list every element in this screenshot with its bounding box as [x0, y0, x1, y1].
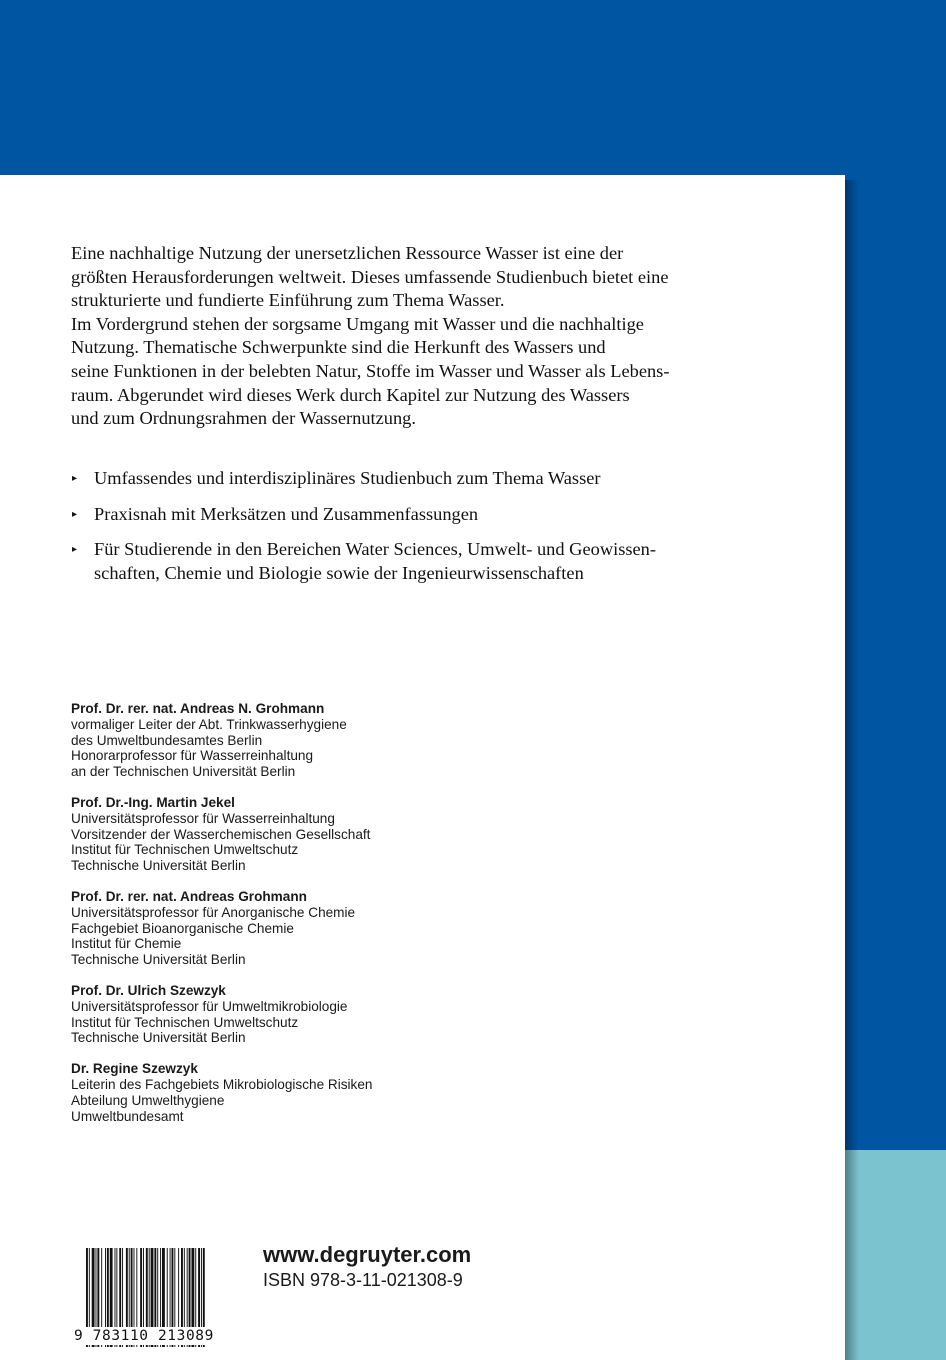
feature-item: [71, 538, 771, 585]
intro-line: raum. Abgerundet wird dieses Werk durch Kapitel zur Nutzung des Wassers: [71, 384, 630, 405]
intro-paragraph: [71, 242, 771, 431]
intro-line: strukturierte und fundierte Einführung zum Thema Wasser.: [71, 290, 505, 311]
author-affiliation: Universitätsprofessor für Anorganische Chemie: [71, 904, 356, 920]
feature-text: Umfassendes und interdisziplinäres Studienbuch zum Thema Wasser: [94, 468, 601, 488]
author-affiliation: Fachgebiet Bioanorganische Chemie: [71, 920, 294, 936]
author-affiliation: Honorarprofessor für Wasserreinhaltung: [71, 748, 314, 764]
author-entry: [71, 1061, 491, 1124]
author-name: Dr. Regine Szewzyk: [71, 1061, 198, 1077]
author-affiliation: Vorsitzender der Wasserchemischen Gesellschaft: [71, 826, 371, 842]
intro-line: Eine nachhaltige Nutzung der unersetzlichen Ressource Wasser ist eine der: [71, 243, 624, 263]
author-name: Prof. Dr. rer. nat. Andreas Grohmann: [71, 888, 307, 904]
author-affiliation: Institut für Chemie: [71, 936, 182, 952]
author-list: [71, 701, 491, 1139]
author-entry: [71, 889, 491, 968]
intro-line: Im Vordergrund stehen der sorgsame Umgang mit Wasser und die nachhaltige: [71, 313, 644, 334]
author-affiliation: des Umweltbundesamtes Berlin: [71, 732, 263, 748]
author-affiliation: vormaliger Leiter der Abt. Trinkwasserhygiene: [71, 716, 347, 732]
triangle-bullet-icon: ▸: [72, 473, 78, 484]
feature-list: [71, 467, 771, 597]
author-affiliation: Umweltbundesamt: [71, 1108, 184, 1124]
author-name: Prof. Dr.-Ing. Martin Jekel: [71, 794, 235, 810]
right-teal-band: [845, 1150, 946, 1360]
author-entry: [71, 795, 491, 874]
author-affiliation: Leiterin des Fachgebiets Mikrobiologische Risiken: [71, 1076, 373, 1092]
panel-shadow: [845, 180, 859, 1360]
author-name: Prof. Dr. Ulrich Szewzyk: [71, 982, 226, 998]
triangle-bullet-icon: ▸: [72, 544, 78, 556]
feature-text: Praxisnah mit Merksätzen und Zusammenfassungen: [94, 503, 479, 524]
feature-item: [71, 503, 771, 527]
feature-text: Für Studierende in den Bereichen Water Sciences, Umwelt- und Geowissen-: [94, 539, 656, 560]
barcode-digits: 9 783110 213089: [74, 1327, 236, 1345]
author-affiliation: Universitätsprofessor für Wasserreinhaltung: [71, 810, 335, 826]
author-name: Prof. Dr. rer. nat. Andreas N. Grohmann: [71, 701, 325, 716]
feature-text: schaften, Chemie und Biologie sowie der Ingenieurwissenschaften: [94, 562, 584, 583]
feature-item: [71, 467, 771, 491]
intro-line: und zum Ordnungsrahmen der Wassernutzung.: [71, 408, 416, 429]
author-affiliation: Universitätsprofessor für Umweltmikrobiologie: [71, 998, 348, 1014]
author-affiliation: an der Technischen Universität Berlin: [71, 764, 296, 780]
publisher-url[interactable]: www.degruyter.com: [263, 1242, 472, 1267]
top-blue-band: [0, 0, 946, 175]
author-affiliation: Institut für Technischen Umweltschutz: [71, 842, 299, 858]
white-panel: [0, 175, 845, 1360]
author-affiliation: Technische Universität Berlin: [71, 1030, 246, 1046]
author-affiliation: Institut für Technischen Umweltschutz: [71, 1014, 299, 1030]
author-affiliation: Technische Universität Berlin: [71, 858, 246, 874]
intro-text: [71, 242, 771, 431]
author-entry: [71, 701, 491, 780]
isbn-number: ISBN 978-3-11-021308-9: [263, 1270, 463, 1290]
author-affiliation: Technische Universität Berlin: [71, 952, 246, 968]
intro-line: seine Funktionen in der belebten Natur, Stoffe im Wasser und Wasser als Lebens-: [71, 360, 670, 381]
intro-line: Nutzung. Thematische Schwerpunkte sind die Herkunft des Wassers und: [71, 337, 606, 358]
intro-line: größten Herausforderungen weltweit. Dieses umfassende Studienbuch bietet eine: [71, 266, 669, 287]
author-affiliation: Abteilung Umwelthygiene: [71, 1092, 225, 1108]
author-entry: [71, 983, 491, 1046]
right-blue-band: [845, 175, 946, 1150]
triangle-bullet-icon: ▸: [72, 508, 78, 520]
